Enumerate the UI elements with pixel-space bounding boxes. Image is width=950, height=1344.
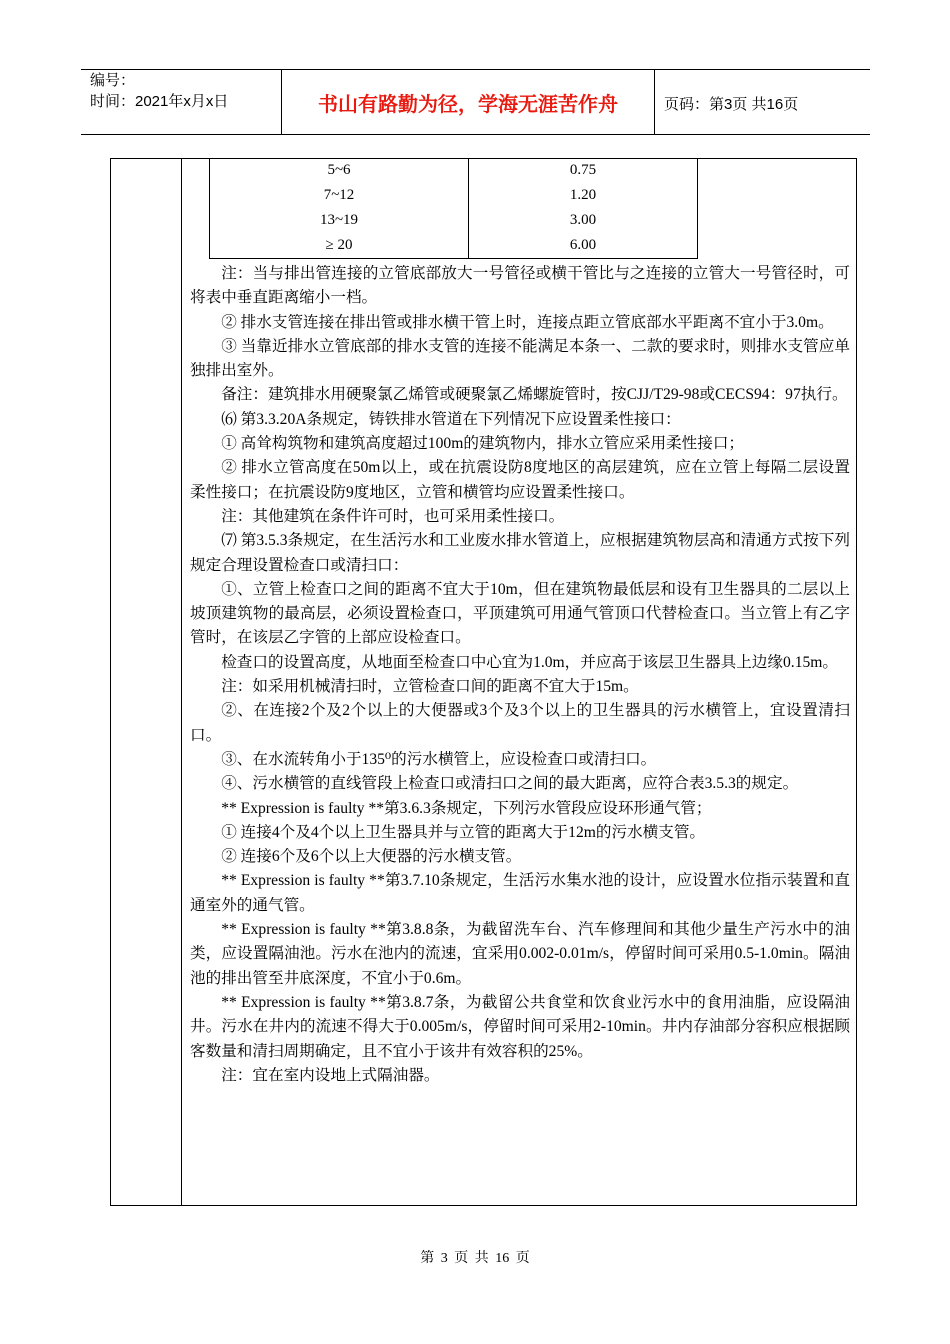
regulation-text — [190, 262, 850, 1088]
paragraph: ** Expression is faulty **第3.8.8条，为截留洗车台、汽车修理间和其他少量生产污水中的油类，应设置隔油池。污水在池内的流速，宜采用0.002-0.01m/s，停留时间可采用0.5-1.0min。隔油池的排出管至井底深度，不宜小于0.6m。 — [190, 921, 850, 987]
table-cell-distance: 3.00 — [469, 208, 698, 233]
paragraph: ** Expression is faulty **第3.6.3条规定，下列污水管段应设环形通气管； — [221, 799, 712, 817]
table-cell-floors: 5~6 — [210, 158, 469, 183]
header-bottom-rule — [81, 134, 870, 135]
paragraph: 注：其他建筑在条件许可时，也可采用柔性接口。 — [221, 507, 565, 525]
document-number-label: 编号： — [90, 72, 136, 89]
table-cell-floors: 13~19 — [210, 208, 469, 233]
paragraph: ①、立管上检查口之间的距离不宜大于10m，但在建筑物最低层和设有卫生器具的二层以上坡顶建筑物的最高层，必须设置检查口，平顶建筑可用通气管顶口代替检查口。当立管上有乙字管时，在该层乙字管的上部应设检查口。 — [190, 580, 850, 647]
paragraph: 注：宜在室内设地上式隔油器。 — [221, 1066, 440, 1084]
header-page-info: 页码：第3页 共16页 — [664, 96, 799, 113]
distance-table-body — [210, 158, 698, 259]
frame-column-divider — [181, 158, 182, 1206]
table-cell-distance: 0.75 — [469, 158, 698, 183]
paragraph: ② 排水支管连接在排出管或排水横干管上时，连接点距立管底部水平距离不宜小于3.0m。 — [221, 313, 834, 331]
paragraph: 备注：建筑排水用硬聚氯乙烯管或硬聚氯乙烯螺旋管时，按CJJ/T29-98或CECS94：97执行。 — [221, 386, 848, 404]
paragraph: ** Expression is faulty **第3.8.7条，为截留公共食堂和饮食业污水中的食用油脂，应设隔油井。污水在井内的流速不得大于0.005m/s，停留时间可采用2-10min。井内存油部分容积应根据顾客数量和清扫周期确定，且不宜小于该井有效容积的25%。 — [190, 993, 850, 1060]
paragraph: ④、污水横管的直线管段上检查口或清扫口之间的最大距离，应符合表3.5.3的规定。 — [221, 775, 799, 793]
paragraph: ② 连接6个及6个以上大便器的污水横支管。 — [221, 848, 522, 866]
table-row — [210, 183, 698, 208]
paragraph: ⑺ 第3.5.3条规定，在生活污水和工业废水排水管道上，应根据建筑物层高和清通方式按下列规定合理设置检查口或清扫口： — [190, 532, 850, 574]
paragraph: ② 排水立管高度在50m以上，或在抗震设防8度地区的高层建筑，应在立管上每隔二层设置柔性接口；在抗震设防9度地区，立管和横管均应设置柔性接口。 — [190, 459, 850, 501]
paragraph: ③ 当靠近排水立管底部的排水支管的连接不能满足本条一、二款的要求时，则排水支管应单独排出室外。 — [190, 337, 850, 380]
paragraph: ① 高耸构筑物和建筑高度超过100m的建筑物内，排水立管应采用柔性接口； — [221, 435, 745, 453]
table-row — [210, 233, 698, 259]
header-meta — [90, 70, 228, 112]
paragraph: ⑹ 第3.3.20A条规定，铸铁排水管道在下列情况下应设置柔性接口： — [221, 410, 681, 428]
paragraph: 注：当与排出管连接的立管底部放大一号管径或横干管比与之连接的立管大一号管径时，可将表中垂直距离缩小一档。 — [190, 265, 850, 307]
paragraph: 检查口的设置高度，从地面至检查口中心宜为1.0m，并应高于该层卫生器具上边缘0.15m。 — [221, 653, 839, 671]
paragraph: 注：如采用机械清扫时，立管检查口间的距离不宜大于15m。 — [221, 678, 639, 696]
table-cell-distance: 1.20 — [469, 183, 698, 208]
page-footer: 第 3 页 共 16 页 — [420, 1251, 530, 1266]
document-date: 时间：2021年x月x日 — [90, 93, 229, 110]
distance-table — [209, 158, 698, 259]
table-cell-floors: ≥ 20 — [210, 233, 469, 259]
table-row — [210, 208, 698, 233]
table-cell-distance: 6.00 — [469, 233, 698, 259]
header-divider-right — [654, 69, 655, 135]
table-cell-floors: 7~12 — [210, 183, 469, 208]
paragraph: ②、在连接2个及2个以上的大便器或3个及3个以上的卫生器具的污水横管上，宜设置清扫口。 — [190, 702, 850, 744]
paragraph: ③、在水流转角小于135⁰的污水横管上，应设检查口或清扫口。 — [221, 750, 657, 768]
paragraph: ** Expression is faulty **第3.7.10条规定，生活污水集水池的设计，应设置水位指示装置和直通室外的通气管。 — [190, 872, 850, 914]
header-motto: 书山有路勤为径，学海无涯苦作舟 — [318, 92, 618, 116]
table-row — [210, 158, 698, 183]
header-divider-left — [281, 69, 282, 135]
paragraph: ① 连接4个及4个以上卫生器具并与立管的距离大于12m的污水横支管。 — [221, 823, 706, 841]
